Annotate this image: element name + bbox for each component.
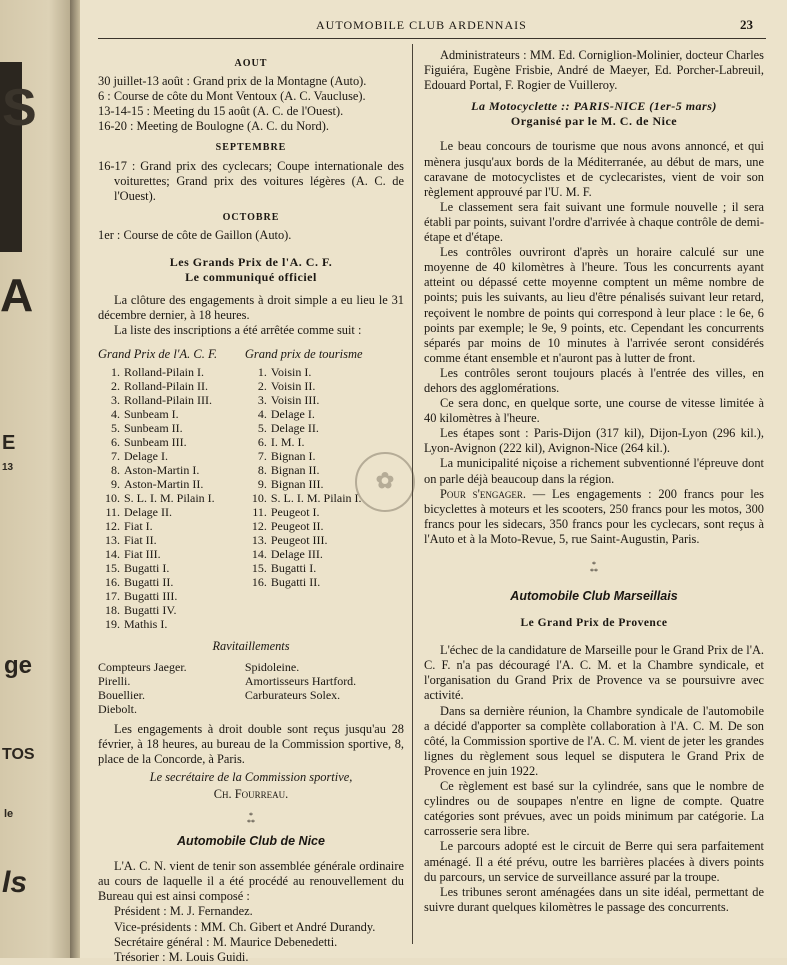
entry-number: 12. [251, 518, 267, 533]
entry-number: 19. [105, 616, 120, 631]
supplier-left: Diebolt. [98, 701, 137, 716]
entry-number: 18. [105, 602, 120, 617]
paragraph: La liste des inscriptions a été arrêtée comme suit : [114, 323, 362, 338]
entry-number: 15. [105, 560, 120, 575]
tourism-entry [245, 435, 404, 449]
entry-name: Delage II. [124, 504, 172, 519]
entry-name: Peugeot III. [270, 532, 328, 547]
entry-lists [98, 347, 404, 631]
entry-number: 2. [257, 378, 267, 393]
adjacent-fragment: TOS [2, 746, 35, 763]
entry-number: 7. [257, 448, 267, 463]
entry-number: 10. [251, 490, 267, 505]
section-title-moto: La Motocyclette :: PARIS-NICE (1er-5 mars) [471, 99, 717, 114]
paragraph: Les étapes sont : Paris-Dijon (317 kil), Dijon-Lyon (296 kil.), Lyon-Avignon (222 kil), Avignon-Nice (264 kil.). [424, 426, 764, 456]
supplies-table [98, 660, 404, 716]
paragraph: Le classement sera fait suivant une formule nouvelle ; il sera établi par points, suivant l'ordre d'arrivée à chaque contrôle de demi-étape et d'étape. [424, 199, 764, 245]
supplier-right: Amortisseurs Hartford. [244, 673, 357, 688]
paragraph: Les tribunes seront aménagées dans un site idéal, permettant de suivre durant quelques kilomètres le passage des concurrents. [424, 884, 764, 914]
supplier-right [245, 702, 404, 716]
entry-number: 4. [111, 406, 120, 421]
entry-number: 16. [251, 574, 267, 589]
section-separator: * ** [590, 560, 598, 576]
entry-name: Delage I. [270, 406, 315, 421]
tourism-entry [245, 547, 404, 561]
adjacent-fragment: S [2, 79, 37, 137]
paragraph: Le beau concours de tourisme que nous avons annoncé, et qui mènera jusqu'aux bords de la Méditerranée, au début de mars, une caravane de motocyclistes et de cyclecaristes, vient de voir son règlement approuvé par l'U. M. F. [424, 139, 764, 199]
entry-name: Delage I. [124, 448, 168, 463]
entry-number: 11. [105, 504, 120, 519]
calendar-month: OCTOBRE [222, 211, 280, 223]
calendar-entry: 13-14-15 : Meeting du 15 août (A. C. de l'Ouest). [98, 104, 344, 119]
gp-entry [98, 561, 245, 575]
adjacent-fragment: 13 [2, 462, 14, 473]
entry-number: 5. [111, 420, 120, 435]
paragraph: Le parcours adopté est le circuit de Berre qui sera parfaitement aménagé. Il a été prévu, outre les barrières placées à divers points du parcours, un service de surveillance assuré par la troupe. [424, 839, 764, 884]
gp-entry [98, 379, 245, 393]
tourism-entry [245, 491, 404, 505]
supplier-right: Spidoleine. [244, 659, 300, 674]
entry-name: Delage III. [270, 546, 323, 561]
tourism-entry [245, 561, 404, 575]
paragraph: Ce règlement est basé sur la cylindrée, sans que le nombre de cylindres ou de soupapes n'entre en ligne de compte. Quatre catégories sont prévues, avec un poids minimum par catégorie. La carrosserie sera libre. [424, 779, 764, 839]
entry-number: 16. [105, 574, 120, 589]
tourism-entry [245, 575, 404, 589]
adjacent-fragment: ge [4, 652, 33, 679]
supplier-left: Bouellier. [98, 687, 145, 702]
gp-entry [98, 519, 245, 533]
entry-number: 9. [257, 476, 267, 491]
tourism-entry [245, 379, 404, 393]
entry-name: Voisin III. [270, 392, 320, 407]
adjacent-page-fragment [0, 0, 70, 958]
entry-name: S. L. I. M. Pilain I. [270, 490, 362, 505]
gp-entry [98, 589, 245, 603]
gp-entry [98, 477, 245, 491]
supplies-row [98, 660, 404, 674]
right-column [424, 48, 764, 915]
supplies-title: Ravitaillements [212, 638, 290, 653]
tourism-entry [245, 421, 404, 435]
entry-name: Bugatti II. [124, 574, 174, 589]
entry-number: 14. [251, 546, 267, 561]
tourism-entry [245, 519, 404, 533]
page-gutter [70, 0, 80, 958]
entry-name: Fiat III. [124, 546, 161, 561]
gp-entry [98, 491, 245, 505]
entry-number: 2. [111, 378, 120, 393]
entry-number: 13. [251, 532, 267, 547]
officer-line: Président : M. J. Fernandez. [114, 904, 253, 919]
tourism-entry [245, 533, 404, 547]
calendar-entry: 30 juillet-13 août : Grand prix de la Montagne (Auto). [98, 74, 367, 89]
gp-entry [98, 463, 245, 477]
entry-name: Peugeot II. [270, 518, 324, 533]
section-title-marseille: Automobile Club Marseillais [510, 589, 678, 603]
gp-entry [98, 533, 245, 547]
tourism-entry-list [245, 365, 404, 631]
entry-name: Bugatti I. [124, 560, 170, 575]
tourism-entry [245, 505, 404, 519]
entry-number: 3. [111, 392, 120, 407]
supplier-left: Pirelli. [98, 673, 131, 688]
tourism-entry [245, 365, 404, 379]
tourism-entry [245, 463, 404, 477]
gp-entry [98, 505, 245, 519]
supplier-left: Compteurs Jaeger. [98, 659, 187, 674]
officer-line: Trésorier : M. Louis Guidi. [114, 949, 249, 964]
gp-entry [98, 435, 245, 449]
gp-entry [98, 365, 245, 379]
entry-name: Voisin I. [270, 364, 312, 379]
entry-name: Mathis I. [124, 616, 168, 631]
entry-number: 8. [257, 462, 267, 477]
entry-number: 7. [111, 448, 120, 463]
paragraph: La clôture des engagements à droit simple a eu lieu le 31 décembre dernier, à 18 heures. [98, 293, 404, 323]
section-subtitle-provence: Le Grand Prix de Provence [520, 617, 668, 630]
gp-entry [98, 547, 245, 561]
signature-name: Ch. Fourreau. [213, 786, 289, 801]
gp-entry [98, 575, 245, 589]
section-subtitle: Le communiqué officiel [185, 270, 317, 285]
entry-name: Aston-Martin I. [124, 462, 200, 477]
entry-name: Bugatti IV. [124, 602, 177, 617]
gp-entry [98, 617, 245, 631]
section-title-nice: Automobile Club de Nice [177, 834, 325, 849]
tourism-entry [245, 477, 404, 491]
paragraph: Les contrôles seront toujours placés à l'entrée des villes, en dehors des agglomérations. [424, 365, 764, 395]
entry-number: 1. [111, 364, 120, 379]
entry-number: 5. [257, 420, 267, 435]
entry-name: Rolland-Pilain III. [124, 392, 212, 407]
header-rule [98, 38, 766, 39]
entry-name: Fiat I. [124, 518, 153, 533]
signature-role: Le secrétaire de la Commission sportive, [149, 769, 353, 784]
calendar-entry: 16-20 : Meeting de Boulogne (A. C. du Nord). [98, 119, 329, 134]
entry-name: Bugatti II. [270, 574, 321, 589]
tourism-entry [245, 449, 404, 463]
entry-number: 6. [111, 434, 120, 449]
entry-name: Peugeot I. [270, 504, 320, 519]
calendar-month: SEPTEMBRE [215, 142, 287, 154]
entry-number: 14. [105, 546, 120, 561]
entry-name: Bignan III. [270, 476, 324, 491]
paragraph: Ce sera donc, en quelque sorte, une course de vitesse limitée à 40 kilomètres à l'heure. [424, 396, 764, 426]
gp-entry [98, 421, 245, 435]
section-separator: * ** [247, 811, 255, 828]
gp-entry [98, 449, 245, 463]
officer-line: Vice-présidents : MM. Ch. Gibert et André Durandy. [114, 919, 376, 934]
left-column [98, 52, 404, 965]
tourism-entry [245, 407, 404, 421]
entry-number: 10. [105, 490, 120, 505]
paragraph: L'échec de la candidature de Marseille pour le Grand Prix de l'A. C. F. n'a pas découragé l'A. C. M. et la Chambre syndicale, et l'organisation du Grand Prix de Provence va se poursuivre avec activité. [424, 643, 764, 703]
calendar-entry: 1er : Course de côte de Gaillon (Auto). [98, 227, 292, 242]
entry-name: Aston-Martin II. [124, 476, 204, 491]
entry-name: Bignan II. [270, 462, 320, 477]
running-title: AUTOMOBILE CLUB ARDENNAIS [316, 18, 527, 32]
magazine-page [80, 0, 787, 964]
calendar-entry: 6 : Course de côte du Mont Ventoux (A. C. Vaucluse). [98, 89, 366, 104]
calendar-entry: 16-17 : Grand prix des cyclecars; Coupe internationale des voiturettes; Grand prix des voitures légères (A. C. de l'Ouest). [98, 158, 404, 203]
entry-name: Sunbeam III. [124, 434, 187, 449]
entry-number: 15. [251, 560, 267, 575]
column-header-tourism: Grand prix de tourisme [244, 346, 363, 361]
section-subtitle-moto: Organisé par le M. C. de Nice [510, 114, 678, 129]
supplies-row [98, 674, 404, 688]
entry-number: 9. [111, 476, 120, 491]
paragraph-admins: Administrateurs : MM. Ed. Corniglion-Molinier, docteur Charles Figuiéra, Eugène Frisbie, André de Maeyer, Ed. Porcher-Labreuil, Edouard Portal, F. Rogier de Vuilleroy. [424, 48, 764, 93]
supplier-right: Carburateurs Solex. [244, 687, 341, 702]
entry-number: 3. [257, 392, 267, 407]
supplies-row [98, 688, 404, 702]
entry-name: S. L. I. M. Pilain I. [124, 490, 215, 505]
entry-name: I. M. I. [270, 434, 305, 449]
tourism-entry [245, 393, 404, 407]
entry-number: 1. [257, 364, 267, 379]
entry-number: 17. [105, 588, 120, 603]
entry-number: 13. [105, 532, 120, 547]
entry-name: Sunbeam II. [124, 420, 183, 435]
entry-number: 8. [111, 462, 120, 477]
entry-name: Sunbeam I. [124, 406, 179, 421]
library-stamp: ✿ [355, 452, 415, 512]
calendar-month: AOUT [234, 58, 268, 69]
gp-entry [98, 393, 245, 407]
paragraph: Les engagements à droit double sont reçus jusqu'au 28 février, à 18 heures, au bureau de la Commission sportive, 8, place de la Concorde, à Paris. [98, 721, 404, 766]
entry-name: Bugatti III. [124, 588, 178, 603]
entry-number: 6. [257, 434, 267, 449]
page-number: 23 [740, 17, 753, 32]
officer-line: Secrétaire général : M. Maurice Debenedetti. [114, 934, 338, 949]
adjacent-fragment: A [0, 269, 34, 321]
gp-entry [98, 407, 245, 421]
supplies-row [98, 702, 404, 716]
entry-number: 4. [257, 406, 267, 421]
entry-number: 11. [252, 504, 267, 519]
paragraph-engage [424, 487, 764, 547]
entry-name: Delage II. [270, 420, 319, 435]
gp-entry [98, 603, 245, 617]
adjacent-fragment: le [4, 808, 14, 820]
engage-label: Pour s'engager. [440, 486, 527, 501]
entry-name: Voisin II. [270, 378, 316, 393]
column-header-gp: Grand Prix de l'A. C. F. [98, 346, 218, 361]
adjacent-fragment: E [2, 432, 16, 454]
entry-name: Fiat II. [124, 532, 157, 547]
section-title: Les Grands Prix de l'A. C. F. [169, 255, 333, 270]
paragraph: La municipalité niçoise a richement subventionné l'épreuve dont on parle déjà beaucoup dans la région. [424, 456, 764, 486]
paragraph: L'A. C. N. vient de tenir son assemblée générale ordinaire au cours de laquelle il a été procédé au renouvellement du Bureau qui est ainsi composé : [98, 859, 404, 904]
entry-name: Bignan I. [270, 448, 316, 463]
adjacent-fragment: ls [2, 866, 28, 899]
entry-name: Rolland-Pilain I. [124, 364, 204, 379]
gp-entry-list [98, 365, 245, 631]
paragraph: Dans sa dernière réunion, la Chambre syndicale de l'automobile a décidé d'apporter sa complète collaboration à l'A. C. M. De son côté, la Commission sportive de l'A. C. M. vient de jeter les grandes lignes du règlement sous lequel se disputera le Grand Prix de Provence en juin 1922. [424, 703, 764, 778]
entry-name: Bugatti I. [270, 560, 317, 575]
entry-name: Rolland-Pilain II. [124, 378, 208, 393]
engage-text: — Les engagements : 200 francs pour les bicyclettes à moteurs et les scooters, 250 francs pour les motos, 300 francs pour les sidecars, 350 francs pour les cyclecars, sont reçus à l'Auto et à la Moto-Revue, 5, rue Saint-Augustin, Paris. [424, 486, 764, 546]
entry-number: 12. [105, 518, 120, 533]
paragraph: Les contrôles ouvriront d'après un horaire calculé sur une moyenne de 40 kilomètres à l'heure. Tous les concurrents ayant atteint ou dépassé cette moyenne comptent un même nombre de points; puis les suivants, au lieu d'être pénalisés suivant leur retard, reçoivent le nombre de points qui correspond à leur place : le 6e, 6 points par exemple; le 9e, 9 points, etc. Cependant les concurrents séparés par moins de 10 minutes à l'arrivée seront considérés comme étant ensemble et n'auront pas à lutter de front. [424, 245, 764, 365]
